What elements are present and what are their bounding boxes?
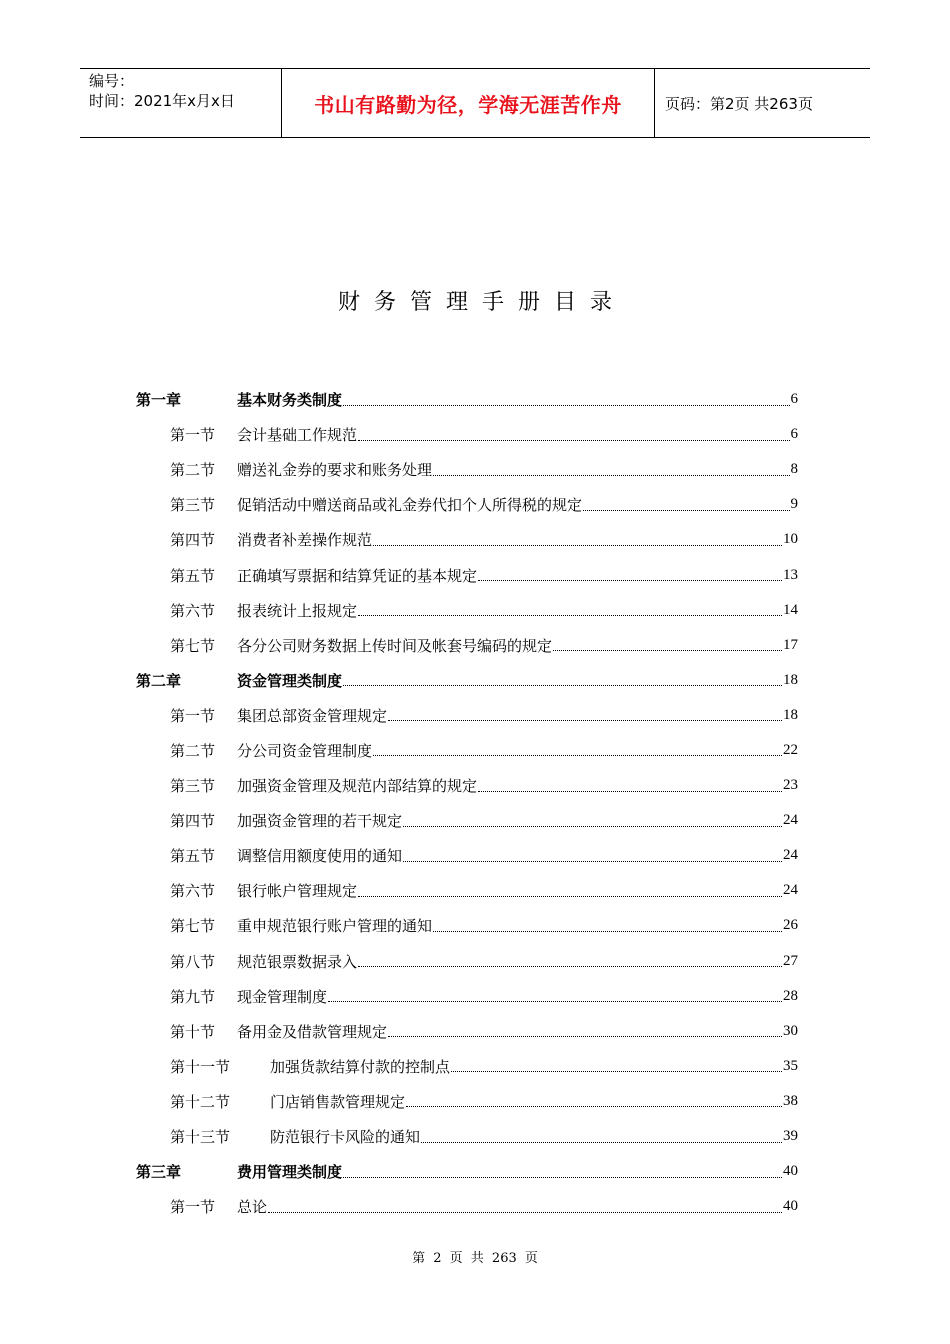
header-meta xyxy=(80,69,282,137)
toc-entry-number: 第二节 xyxy=(170,741,216,760)
toc-entry[interactable] xyxy=(136,1084,798,1119)
toc-entry-number: 第二章 xyxy=(136,671,182,690)
toc-entry-page: 22 xyxy=(783,741,798,758)
toc-entry-title: 调整信用额度使用的通知 xyxy=(237,847,403,866)
toc-entry-title: 分公司资金管理制度 xyxy=(237,741,373,760)
toc-entry-number: 第五节 xyxy=(170,847,216,866)
toc-entry-page: 17 xyxy=(783,636,798,653)
header-motto: 书山有路勤为径，学海无涯苦作舟 xyxy=(282,69,655,137)
toc-entry-title: 正确填写票据和结算凭证的基本规定 xyxy=(237,566,478,585)
toc-entry-page: 9 xyxy=(790,496,798,513)
toc-entry-title: 会计基础工作规范 xyxy=(237,426,358,445)
toc-entry-number: 第三章 xyxy=(136,1163,182,1182)
toc-entry-number: 第二节 xyxy=(170,461,216,480)
toc-entry-page: 24 xyxy=(783,847,798,864)
toc-entry[interactable] xyxy=(136,1154,798,1189)
toc-entry-title: 门店销售款管理规定 xyxy=(270,1092,406,1111)
toc-entry[interactable] xyxy=(136,733,798,768)
toc-entry-number: 第十一节 xyxy=(170,1057,231,1076)
toc-entry-number: 第一章 xyxy=(136,391,182,410)
toc-entry-number: 第三节 xyxy=(170,777,216,796)
toc-entry[interactable] xyxy=(136,803,798,838)
toc-entry-page: 8 xyxy=(790,461,798,478)
toc-entry[interactable] xyxy=(136,768,798,803)
toc-entry-page: 6 xyxy=(790,391,798,408)
toc-entry-number: 第三节 xyxy=(170,496,216,515)
toc-leader-dots xyxy=(358,965,782,967)
toc-entry-page: 18 xyxy=(783,706,798,723)
toc-entry-page: 35 xyxy=(783,1057,798,1074)
toc-entry-page: 39 xyxy=(783,1128,798,1145)
toc-leader-dots xyxy=(583,509,789,511)
toc-entry-title: 赠送礼金券的要求和账务处理 xyxy=(237,461,433,480)
toc-leader-dots xyxy=(406,1105,782,1107)
table-of-contents xyxy=(136,382,798,1224)
toc-entry-title: 消费者补差操作规范 xyxy=(237,531,373,550)
toc-entry-number: 第一节 xyxy=(170,1198,216,1217)
toc-entry[interactable] xyxy=(136,979,798,1014)
toc-entry-page: 13 xyxy=(783,566,798,583)
toc-entry-title: 加强资金管理及规范内部结算的规定 xyxy=(237,777,478,796)
toc-leader-dots xyxy=(403,860,782,862)
toc-entry[interactable] xyxy=(136,557,798,592)
toc-entry-page: 14 xyxy=(783,601,798,618)
toc-entry[interactable] xyxy=(136,1189,798,1224)
toc-entry[interactable] xyxy=(136,452,798,487)
toc-entry-title: 加强资金管理的若干规定 xyxy=(237,812,403,831)
toc-entry-title: 加强货款结算付款的控制点 xyxy=(270,1057,451,1076)
toc-leader-dots xyxy=(328,1000,782,1002)
toc-entry-title: 集团总部资金管理规定 xyxy=(237,706,388,725)
toc-leader-dots xyxy=(343,1176,782,1178)
page-footer: 第 2 页 共 263 页 xyxy=(412,1251,538,1266)
toc-entry-number: 第八节 xyxy=(170,952,216,971)
toc-entry-page: 24 xyxy=(783,882,798,899)
toc-entry-page: 10 xyxy=(783,531,798,548)
toc-entry[interactable] xyxy=(136,698,798,733)
toc-entry-page: 24 xyxy=(783,812,798,829)
toc-leader-dots xyxy=(343,404,789,406)
toc-leader-dots xyxy=(388,1035,782,1037)
toc-entry-page: 27 xyxy=(783,952,798,969)
toc-entry-number: 第六节 xyxy=(170,882,216,901)
toc-entry-number: 第一节 xyxy=(170,426,216,445)
toc-entry[interactable] xyxy=(136,908,798,943)
toc-entry[interactable] xyxy=(136,663,798,698)
toc-entry[interactable] xyxy=(136,628,798,663)
toc-entry-number: 第一节 xyxy=(170,706,216,725)
toc-entry[interactable] xyxy=(136,1049,798,1084)
toc-entry-title: 报表统计上报规定 xyxy=(237,601,358,620)
toc-leader-dots xyxy=(268,1211,782,1213)
toc-leader-dots xyxy=(478,579,782,581)
toc-leader-dots xyxy=(403,825,782,827)
toc-entry[interactable] xyxy=(136,382,798,417)
toc-leader-dots xyxy=(553,649,782,651)
toc-entry-title: 银行帐户管理规定 xyxy=(237,882,358,901)
toc-leader-dots xyxy=(421,1141,782,1143)
page-header xyxy=(80,68,870,138)
toc-entry-title: 防范银行卡风险的通知 xyxy=(270,1128,421,1147)
toc-entry-page: 18 xyxy=(783,671,798,688)
toc-entry[interactable] xyxy=(136,1014,798,1049)
toc-entry-title: 重申规范银行账户管理的通知 xyxy=(237,917,433,936)
toc-entry[interactable] xyxy=(136,944,798,979)
toc-leader-dots xyxy=(358,614,782,616)
toc-entry[interactable] xyxy=(136,593,798,628)
toc-entry-page: 6 xyxy=(790,426,798,443)
toc-entry-number: 第十三节 xyxy=(170,1128,231,1147)
toc-entry-page: 40 xyxy=(783,1198,798,1215)
toc-entry-number: 第十节 xyxy=(170,1022,216,1041)
toc-leader-dots xyxy=(451,1070,782,1072)
toc-entry[interactable] xyxy=(136,1119,798,1154)
toc-entry-title: 总论 xyxy=(237,1198,268,1217)
toc-leader-dots xyxy=(373,544,782,546)
toc-entry-page: 40 xyxy=(783,1163,798,1180)
toc-entry-title: 各分公司财务数据上传时间及帐套号编码的规定 xyxy=(237,636,553,655)
header-time: 时间：2021年x月x日 xyxy=(89,92,235,110)
toc-entry-page: 30 xyxy=(783,1022,798,1039)
toc-entry-number: 第九节 xyxy=(170,987,216,1006)
toc-entry-page: 38 xyxy=(783,1092,798,1109)
header-number: 编号： xyxy=(89,72,135,90)
toc-entry[interactable] xyxy=(136,873,798,908)
toc-entry-page: 23 xyxy=(783,777,798,794)
toc-entry-title: 基本财务类制度 xyxy=(237,391,343,410)
toc-leader-dots xyxy=(358,439,789,441)
toc-entry-number: 第七节 xyxy=(170,917,216,936)
toc-leader-dots xyxy=(388,719,782,721)
toc-entry-number: 第五节 xyxy=(170,566,216,585)
toc-leader-dots xyxy=(433,474,789,476)
toc-leader-dots xyxy=(358,895,782,897)
toc-entry-title: 资金管理类制度 xyxy=(237,671,343,690)
toc-leader-dots xyxy=(373,754,782,756)
toc-entry-number: 第七节 xyxy=(170,636,216,655)
toc-entry-title: 费用管理类制度 xyxy=(237,1163,343,1182)
toc-entry-page: 26 xyxy=(783,917,798,934)
toc-entry[interactable] xyxy=(136,487,798,522)
document-title: 财务管理手册目录 xyxy=(337,290,626,315)
toc-entry[interactable] xyxy=(136,417,798,452)
toc-leader-dots xyxy=(343,684,782,686)
toc-entry-number: 第十二节 xyxy=(170,1092,231,1111)
toc-entry-title: 现金管理制度 xyxy=(237,987,328,1006)
toc-entry-title: 促销活动中赠送商品或礼金券代扣个人所得税的规定 xyxy=(237,496,583,515)
header-page-info: 页码：第2页 共263页 xyxy=(665,94,813,113)
toc-entry-number: 第四节 xyxy=(170,812,216,831)
toc-entry[interactable] xyxy=(136,838,798,873)
toc-entry-number: 第六节 xyxy=(170,601,216,620)
toc-entry-number: 第四节 xyxy=(170,531,216,550)
toc-leader-dots xyxy=(433,930,782,932)
toc-entry-page: 28 xyxy=(783,987,798,1004)
toc-entry[interactable] xyxy=(136,522,798,557)
toc-entry-title: 备用金及借款管理规定 xyxy=(237,1022,388,1041)
toc-leader-dots xyxy=(478,790,782,792)
toc-entry-title: 规范银票数据录入 xyxy=(237,952,358,971)
